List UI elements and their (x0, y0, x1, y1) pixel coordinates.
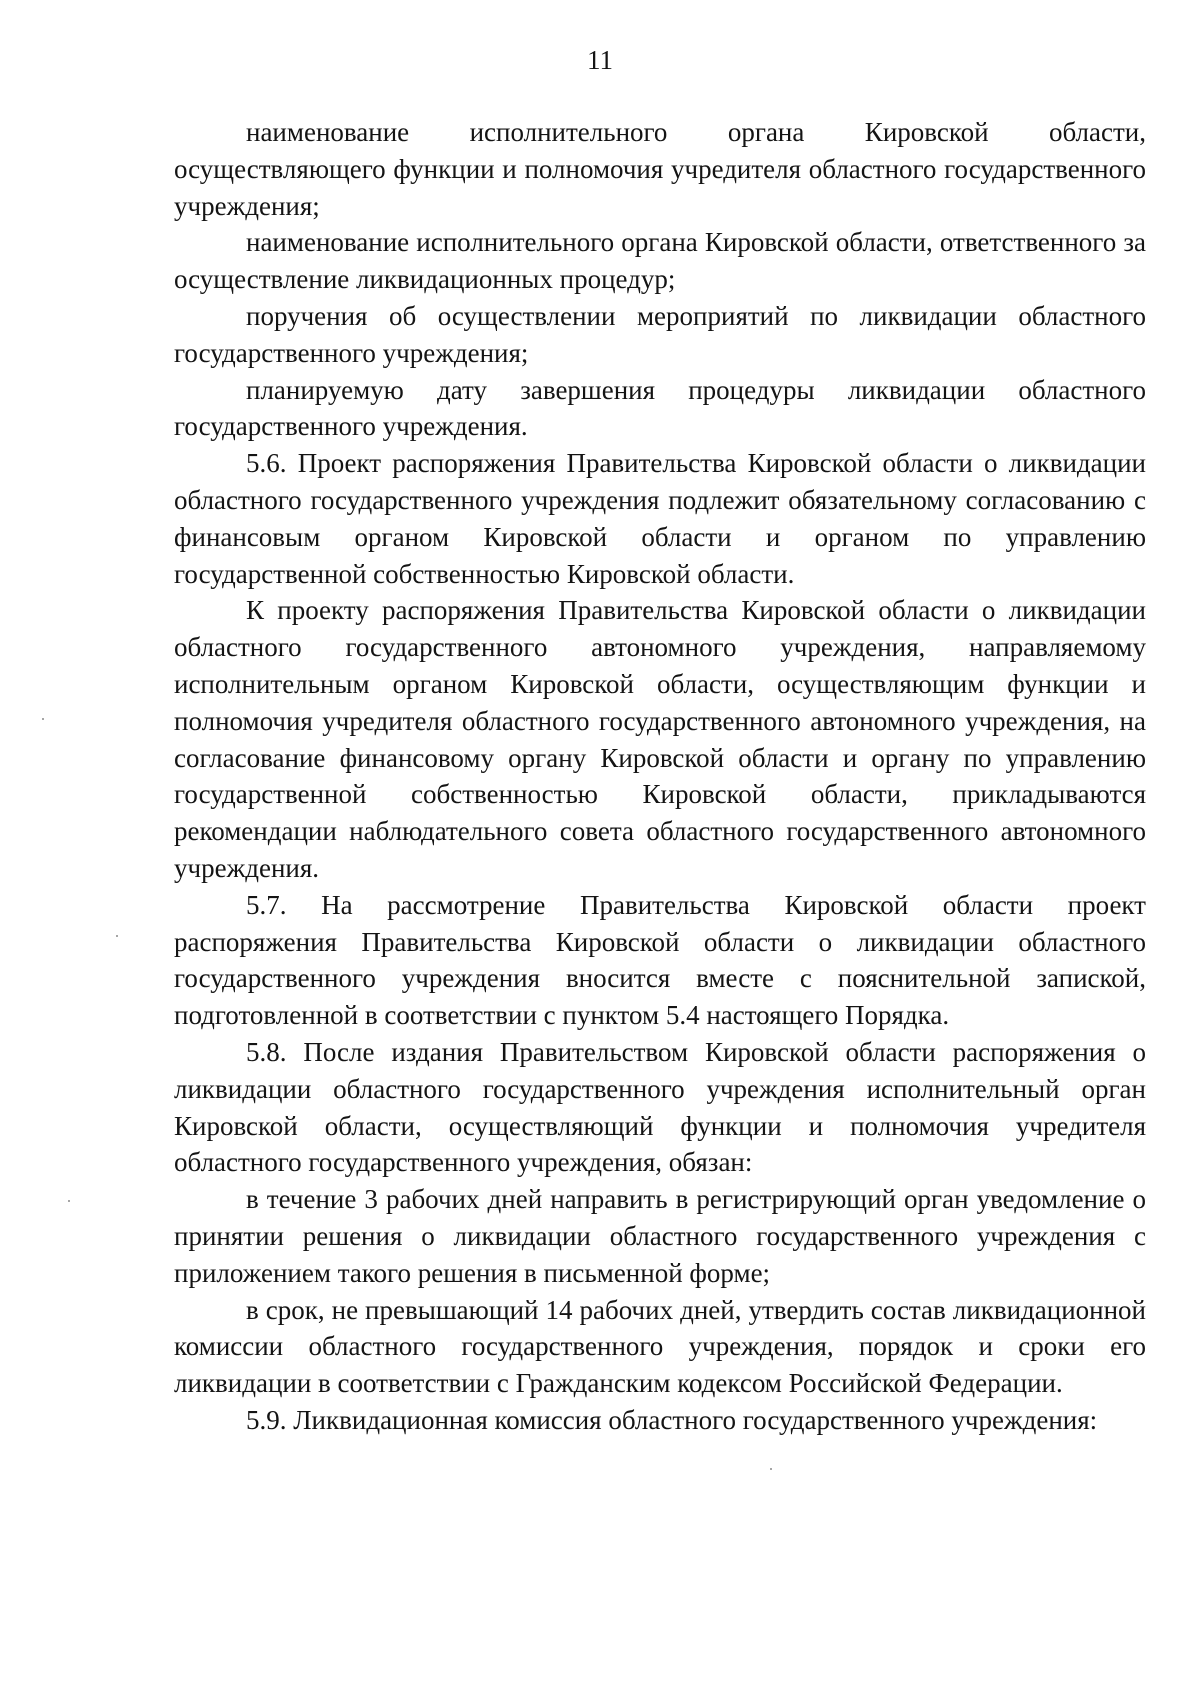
list-item-instructions: поручения об осуществлении мероприятий по ликвидации областного государственного учреждения; (174, 300, 1146, 368)
clause-5-8-commission: в срок, не превышающий 14 рабочих дней, утвердить состав ликвидационной комиссии областного государственного учреждения, порядок и сроки его ликвидации в соответствии с Гражданским кодексом Российской Федерации. (174, 1294, 1146, 1399)
clause-5-8: 5.8. После издания Правительством Кировской области распоряжения о ликвидации областного государственного учреждения исполнительный орган Кировской области, осуществляющий функции и полномочия учредителя областного государственного учреждения, обязан: (174, 1036, 1146, 1178)
scan-speck (116, 935, 118, 937)
scan-speck (42, 718, 44, 720)
clause-5-7: 5.7. На рассмотрение Правительства Кировской области проект распоряжения Правительства Кировской области о ликвидации областного государственного учреждения вносится вместе с пояснительной запиской, подготовленной в соответствии с пунктом 5.4 настоящего Порядка. (174, 889, 1146, 1031)
scan-speck (770, 1468, 772, 1470)
clause-5-8-notification: в течение 3 рабочих дней направить в регистрирующий орган уведомление о принятии решения о ликвидации областного государственного учреждения с приложением такого решения в письменной форме; (174, 1184, 1146, 1288)
clause-5-9: 5.9. Ликвидационная комиссия областного государственного учреждения: (246, 1404, 1098, 1435)
document-body (174, 114, 1146, 1439)
page-number: 11 (587, 45, 613, 75)
clause-5-6-autonomous: К проекту распоряжения Правительства Кировской области о ликвидации областного государственного автономного учреждения, направляемому исполнительным органом Кировской области, осуществляющим функции и полномочия учредителя областного государственного автономного учреждения, на согласование финансовому органу Кировской области и органу по управлению государственной собственностью Кировской области, прикладываются рекомендации наблюдательного совета областного государственного автономного учреждения. (174, 595, 1146, 883)
list-item-completion-date: планируемую дату завершения процедуры ликвидации областного государственного учреждения. (174, 374, 1146, 442)
list-item-founder-organ: наименование исполнительного органа Кировской области, осуществляющего функции и полномочия учредителя областного государственного учреждения; (174, 117, 1146, 221)
scan-speck (68, 1200, 70, 1202)
clause-5-6: 5.6. Проект распоряжения Правительства Кировской области о ликвидации областного государственного учреждения подлежит обязательному согласованию с финансовым органом Кировской области и органом по управлению государственной собственностью Кировской области. (174, 448, 1146, 589)
list-item-liquidation-organ: наименование исполнительного органа Кировской области, ответственного за осуществление ликвидационных процедур; (174, 227, 1146, 295)
